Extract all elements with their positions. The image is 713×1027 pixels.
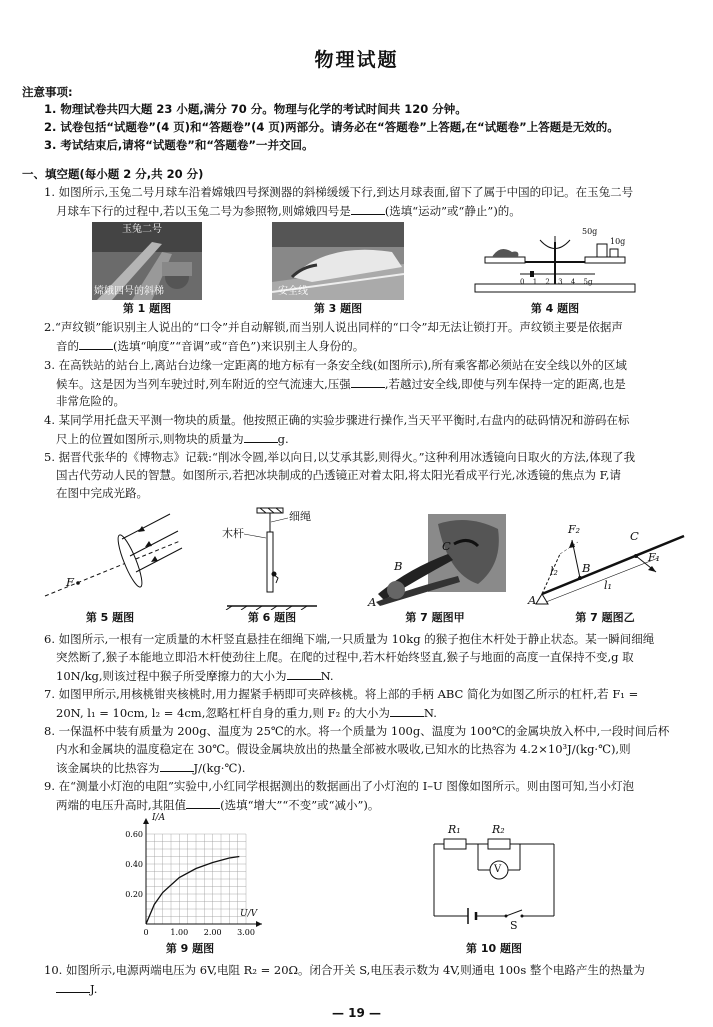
fig7b-label-C: C — [630, 529, 639, 543]
figure-1 — [92, 222, 202, 300]
page-number: — 19 — — [331, 1006, 382, 1020]
fig7b-label-l2: l₂ — [550, 565, 558, 578]
notice-heading: 注意事项: — [22, 85, 73, 99]
fig1-caption: 第 1 题图 — [122, 302, 172, 315]
q6-answer-blank[interactable] — [287, 667, 321, 680]
q9-line-2: 两端的电压升高时,其阻值 (选填“增大”“不变”或“减小”)。 — [56, 798, 380, 812]
x-tick-label: 1.00 — [170, 928, 189, 937]
q2-line-1: 2.“声纹锁”能识别主人说出的“口令”并自动解锁,而当别人说出同样的“口令”却无法让锁打开。声纹锁主要是依据声 — [44, 320, 623, 334]
chart-y-label: I/A — [152, 813, 166, 823]
q6-line-1: 6. 如图所示,一根有一定质量的木杆竖直悬挂在细绳下端,一只质量为 10kg 的猴子抱住木杆处于静止状态。某一瞬间细绳 — [44, 632, 655, 646]
q5-line-2: 国古代劳动人民的智慧。如图所示,若把冰块制成的凸透镜正对着太阳,将太阳光看成平行光,冰透镜的焦点为 F,请 — [56, 468, 621, 482]
q8-answer-blank[interactable] — [160, 759, 194, 772]
q10-line-1: 10. 如图所示,电源两端电压为 6V,电阻 R₂ = 20Ω。闭合开关 S,电压表示数为 4V,则通电 100s 整个电路产生的热量为 — [44, 963, 645, 977]
q4-line-2: 尺上的位置如图所示,则物块的质量为 g. — [56, 432, 289, 446]
notice-item-1: 1. 物理试卷共四大题 23 小题,满分 70 分。物理与化学的考试时间共 120 分钟。 — [44, 102, 467, 116]
figure-7a — [368, 514, 506, 608]
fig4-weight-10: 10g — [610, 237, 626, 246]
fig4-scale: 0 1 2 3 4 5g — [520, 278, 593, 286]
figure-10 — [424, 822, 564, 934]
page-title: 物理试题 — [314, 49, 399, 71]
fig7b-label-A: A — [528, 593, 537, 607]
balance-diagram — [470, 222, 640, 302]
q1-line-1: 1. 如图所示,玉兔二号月球车沿着嫦娥四号探测器的斜梯缓缓下行,到达月球表面,留下了属于中国的印记。在玉兔二号 — [44, 185, 634, 199]
switch-label: S — [510, 919, 518, 932]
fig3-caption: 第 3 题图 — [313, 302, 363, 315]
fig3-label: 安全线 — [278, 286, 308, 297]
fig7a-label-A: A — [368, 595, 377, 609]
fig7b-label-B: B — [582, 561, 591, 575]
q4-line-1: 4. 某同学用托盘天平测一物块的质量。他按照正确的实验步骤进行操作,当天平平衡时,右盘内的砝码情况和游码在标 — [44, 413, 630, 427]
fig5-caption: 第 5 题图 — [85, 611, 135, 624]
q8-line-1: 8. 一保温杯中装有质量为 200g、温度为 25℃的水。将一个质量为 100g、温度为 100℃的金属块放入杯中,一段时间后杯 — [44, 724, 670, 738]
x-tick-label: 0 — [143, 928, 149, 937]
q3-line-3: 非常危险的。 — [56, 394, 125, 408]
fig7b-caption: 第 7 题图乙 — [575, 611, 635, 624]
fig7b-label-F1: F₁ — [648, 551, 661, 564]
fig7a-caption: 第 7 题图甲 — [405, 611, 465, 624]
q10-answer-blank[interactable] — [56, 980, 90, 993]
nutcracker-photo — [368, 514, 506, 608]
q8-line-3: 该金属块的比热容为 J/(kg·℃). — [56, 761, 246, 775]
q5-line-1: 5. 据晋代张华的《博物志》记载:“削冰令圆,举以向日,以艾承其影,则得火。”这种利用冰透镜向日取火的方法,体现了我 — [44, 450, 636, 464]
fig5-focus-label: F — [66, 575, 74, 589]
q7-line-2: 20N, l₁ = 10cm, l₂ = 4cm,忽略杠杆自身的重力,则 F₂ 的大小为 N. — [56, 706, 437, 720]
figure-5 — [40, 506, 185, 606]
figure-6 — [222, 506, 322, 610]
fig6-rope-label: 细绳 — [289, 510, 311, 523]
fig1-label-top: 玉兔二号 — [122, 224, 162, 235]
fig9-caption: 第 9 题图 — [165, 942, 215, 955]
fig1-label-bottom: 嫦娥四号的斜梯 — [94, 286, 164, 297]
q7-answer-blank[interactable] — [390, 704, 424, 717]
y-tick-label: 0.60 — [125, 830, 143, 839]
figure-4 — [470, 222, 640, 302]
iu-curve — [146, 857, 239, 925]
q7-line-1: 7. 如图甲所示,用核桃钳夹核桃时,用力握紧手柄即可夹碎核桃。将上部的手柄 ABC 简化为如图乙所示的杠杆,若 F₁ = — [44, 687, 639, 701]
q8-line-2: 内水和金属块的温度稳定在 30℃。假设金属块放出的热量全部被水吸收,已知水的比热容为 4.2×10³J/(kg·℃),则 — [56, 742, 631, 756]
q2-answer-blank[interactable] — [79, 337, 113, 350]
q3-answer-blank[interactable] — [351, 375, 385, 388]
q3-line-1: 3. 在高铁站的站台上,离站台边缘一定距离的地方标有一条安全线(如图所示),所有乘客都必须站在安全线以外的区域 — [44, 358, 627, 372]
y-tick-label: 0.20 — [125, 890, 143, 899]
fig10-caption: 第 10 题图 — [466, 942, 522, 955]
q10-line-2: J. — [56, 980, 692, 998]
fig7b-label-F2: F₂ — [568, 523, 581, 536]
q4-answer-blank[interactable] — [244, 430, 278, 443]
chart-x-label: U/V — [240, 909, 258, 919]
q1-answer-blank[interactable] — [351, 202, 385, 215]
q5-line-3: 在图中完成光路。 — [56, 486, 148, 500]
q2-line-2: 音的 (选填“响度”“音调”或“音色”)来识别主人身份的。 — [56, 339, 365, 353]
figure-9 — [112, 814, 272, 938]
fig7a-label-C: C — [442, 539, 451, 553]
fig4-caption: 第 4 题图 — [530, 302, 580, 315]
fig7b-label-l1: l₁ — [604, 579, 612, 592]
lens-diagram — [40, 506, 185, 606]
q3-line-2: 候车。这是因为当列车驶过时,列车附近的空气流速大,压强 ,若越过安全线,即使与列车保持一定的距离,也是 — [56, 377, 626, 391]
notice-item-2: 2. 试卷包括“试题卷”(4 页)和“答题卷”(4 页)两部分。请务必在“答题卷”上答题,在“试题卷”上答题是无效的。 — [44, 120, 619, 134]
q6-line-2: 突然断了,猴子本能地立即沿木杆使劲往上爬。在爬的过程中,若木杆始终竖直,猴子与地面的高度一直保持不变,g 取 — [56, 650, 634, 664]
voltmeter-label: V — [494, 864, 502, 875]
fig10-R1: R₁ — [448, 823, 461, 836]
fig6-caption: 第 6 题图 — [247, 611, 297, 624]
q1-line-2: 月球车下行的过程中,若以玉兔二号为参照物,则嫦娥四号是 (选填“运动”或“静止”)的。 — [56, 204, 521, 218]
notice-item-3: 3. 考试结束后,请将“试题卷”和“答题卷”一并交回。 — [44, 138, 314, 152]
x-tick-label: 3.00 — [237, 928, 255, 937]
figure-3 — [272, 222, 404, 300]
section-heading: 一、填空题(每小题 2 分,共 20 分) — [22, 167, 204, 181]
y-tick-label: 0.40 — [125, 860, 143, 869]
fig6-rod-label: 木杆 — [222, 527, 244, 540]
circuit-diagram — [424, 822, 564, 934]
q6-line-3: 10N/kg,则该过程中猴子所受摩擦力的大小为 N. — [56, 669, 334, 683]
fig7a-label-B: B — [394, 559, 403, 573]
x-tick-label: 2.00 — [203, 928, 222, 937]
fig10-R2: R₂ — [492, 823, 505, 836]
fig4-weight-50: 50g — [582, 227, 598, 236]
q9-line-1: 9. 在“测量小灯泡的电阻”实验中,小红同学根据测出的数据画出了小灯泡的 I–U 图像如图所示。则由图可知,当小灯泡 — [44, 779, 634, 793]
q9-answer-blank[interactable] — [186, 796, 220, 809]
figure-7b — [528, 522, 688, 608]
